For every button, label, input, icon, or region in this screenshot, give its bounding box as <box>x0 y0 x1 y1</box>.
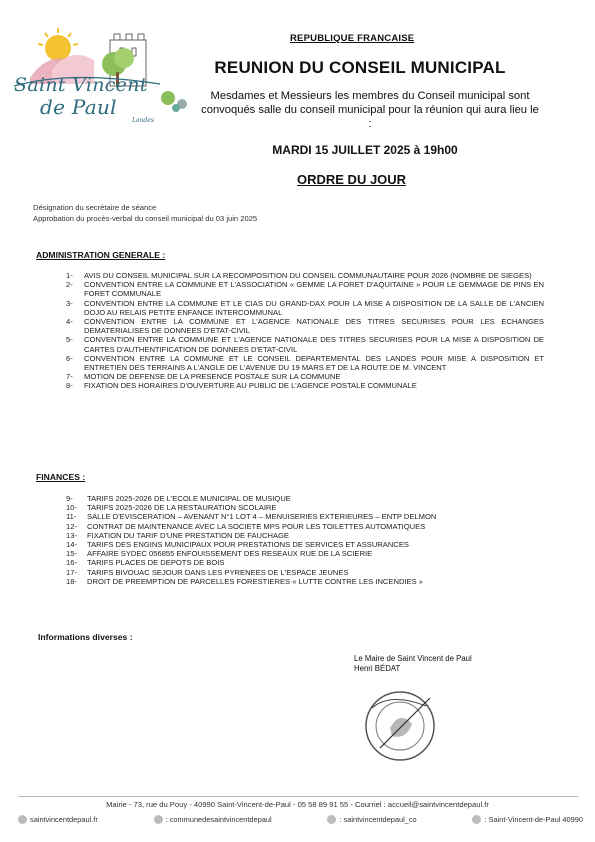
agenda-item-number: 10- <box>66 503 77 513</box>
section-finances-title: FINANCES : <box>36 472 86 482</box>
section-admin-title: ADMINISTRATION GENERALE : <box>36 250 166 260</box>
preliminary-item: Désignation du secrétaire de séance <box>33 203 157 212</box>
agenda-item <box>66 549 544 558</box>
web-icon <box>18 815 27 824</box>
finances-agenda-list <box>66 494 544 586</box>
signature-name: Henri BÉDAT <box>354 664 401 673</box>
logo-subtitle: Landes <box>132 117 154 124</box>
agenda-item-text: CONVENTION ENTRE LA COMMUNE ET LE CIAS DU GRAND-DAX POUR LA MISE A DISPOSITION DE LA SALLE DE L'ANCIEN DOJO AU RELAIS PETITE ENFANCE INTERCOMMUNAL <box>84 298 544 317</box>
municipal-logo <box>10 26 195 138</box>
preliminary-items <box>33 202 257 224</box>
logo-line2: de Paul <box>40 95 117 119</box>
agenda-item-text: FIXATION DES HORAIRES D'OUVERTURE AU PUBLIC DE L'AGENCE POSTALE COMMUNALE <box>84 381 417 391</box>
small-trees-icon <box>161 91 187 112</box>
agenda-item <box>66 522 544 531</box>
agenda-item-number: 11- <box>66 512 77 522</box>
invitation-text: Mesdames et Messieurs les membres du Conseil municipal sont convoqués salle du conseil municipal pour la réunion qui aura lieu le : <box>201 90 539 130</box>
agenda-item <box>66 335 544 353</box>
agenda-item <box>66 512 544 521</box>
agenda-item <box>66 372 544 381</box>
agenda-item-text: FIXATION DU TARIF D'UNE PRESTATION DE FAUCHAGE <box>87 530 289 540</box>
agenda-item-text: MOTION DE DEFENSE DE LA PRESENCE POSTALE SUR LA COMMUNE <box>84 372 341 382</box>
agenda-item <box>66 354 544 372</box>
footer-social <box>18 815 583 824</box>
page-title: REUNION DU CONSEIL MUNICIPAL <box>214 58 506 77</box>
agenda-item <box>66 299 544 317</box>
instagram-icon <box>327 815 336 824</box>
info-title: Informations diverses : <box>38 632 133 642</box>
agenda-item-text: CONVENTION ENTRE LA COMMUNE ET LE CONSEIL DEPARTEMENTAL DES LANDES POUR MISE A DISPOSITION ET ENTRETIEN DES TERRAINS A L'ANGLE DE L'AVENUE DU 19 MARS ET DE LA ROUTE DE M. VINCENT <box>84 353 544 373</box>
agenda-item <box>66 531 544 540</box>
logo-line1: Saint Vincent <box>14 74 148 96</box>
agenda-item-text: CONVENTION ENTRE LA COMMUNE ET L'AGENCE NATIONALE DES TITRES SECURISES POUR LA MISE A DISPOSITION DE CARTES D'AUTHENTIFICATION DE DONNEES D'ETAT-CIVIL <box>84 335 544 354</box>
agenda-item <box>66 568 544 577</box>
agenda-item-number: 7- <box>66 372 73 382</box>
agenda-item <box>66 577 544 586</box>
footer-address: Mairie - 73, rue du Pouy - 40990 Saint-Vincent-de-Paul - 05 58 89 91 55 - Courriel : accueil@saintvincentdepaul.fr <box>106 800 489 809</box>
meeting-date: MARDI 15 JUILLET 2025 à 19h00 <box>272 143 458 157</box>
agenda-item-text: AVIS DU CONSEIL MUNICIPAL SUR LA RECOMPOSITION DU CONSEIL COMMUNAUTAIRE POUR 2026 (NOMBRE DE SIEGES) <box>84 271 532 280</box>
agenda-item-number: 6- <box>66 353 73 363</box>
footer-divider <box>18 796 578 797</box>
republic-heading: REPUBLIQUE FRANCAISE <box>290 33 415 44</box>
agenda-item-text: TARIFS PLACES DE DEPOTS DE BOIS <box>87 558 225 568</box>
signature-title: Le Maire de Saint Vincent de Paul <box>354 654 472 663</box>
agenda-item <box>66 381 544 390</box>
agenda-item-text: AFFAIRE SYDEC 056855 ENFOUISSEMENT DES RESEAUX RUE DE LA SCIERIE <box>87 549 373 559</box>
agenda-item-number: 9- <box>66 494 73 503</box>
agenda-item-number: 8- <box>66 381 73 391</box>
agenda-item-text: DROIT DE PREEMPTION DE PARCELLES FORESTIERES « LUTTE CONTRE LES INCENDIES » <box>87 576 424 586</box>
footer-instagram[interactable]: : saintvincentdepaul_co <box>327 815 416 824</box>
agenda-item-number: 2- <box>66 280 73 290</box>
logo-wordmark <box>14 74 148 118</box>
agenda-item-text: CONVENTION ENTRE LA COMMUNE ET L'ASSOCIATION « GEMME LA FORET D'AQUITAINE » POUR LE GEMMAGE DE PINS EN FORET COMMUNALE <box>84 280 544 299</box>
agenda-item-number: 18- <box>66 576 77 586</box>
agenda-item-text: TARIFS 2025-2026 DE LA RESTAURATION SCOLAIRE <box>87 503 277 513</box>
agenda-item-text: TARIFS BIVOUAC SEJOUR DANS LES PYRENEES DE L'ESPACE JEUNES <box>87 567 349 577</box>
agenda-item-text: TARIFS 2025-2026 DE L'ECOLE MUNICIPAL DE MUSIQUE <box>87 494 291 503</box>
agenda-item <box>66 280 544 298</box>
agenda-item <box>66 317 544 335</box>
official-stamp-icon <box>360 688 442 766</box>
location-icon <box>472 815 481 824</box>
agenda-item-number: 13- <box>66 530 77 540</box>
agenda-item-number: 12- <box>66 521 77 531</box>
agenda-item-text: CONVENTION ENTRE LA COMMUNE ET L'AGENCE NATIONALE DES TITRES SECURISES POUR LES ECHANGES DEMATERIALISES DE DONNEES D'ETAT-CIVIL <box>84 317 544 336</box>
footer-facebook[interactable]: : communedesaintvincentdepaul <box>154 815 272 824</box>
agenda-item <box>66 271 544 280</box>
signature-block <box>354 654 472 674</box>
agenda-item-number: 5- <box>66 335 73 345</box>
agenda-item-number: 4- <box>66 317 73 327</box>
agenda-item-text: TARIFS DES ENGINS MUNICIPAUX POUR PRESTATIONS DE SERVICES ET ASSURANCES <box>87 540 409 550</box>
agenda-item <box>66 494 544 503</box>
facebook-icon <box>154 815 163 824</box>
footer-location[interactable]: : Saint-Vincent-de-Paul 40990 <box>472 815 582 824</box>
agenda-item-number: 16- <box>66 558 77 568</box>
agenda-item-number: 3- <box>66 298 73 308</box>
agenda-item <box>66 558 544 567</box>
agenda-item <box>66 540 544 549</box>
agenda-item-number: 17- <box>66 567 77 577</box>
preliminary-item: Approbation du procès-verbal du conseil municipal du 03 juin 2025 <box>33 214 258 223</box>
agenda-title: ORDRE DU JOUR <box>297 172 407 187</box>
agenda-item-number: 14- <box>66 540 77 550</box>
agenda-item-number: 15- <box>66 549 77 559</box>
admin-agenda-list <box>66 271 544 391</box>
agenda-item <box>66 503 544 512</box>
agenda-item-text: SALLE D'EVISCERATION – AVENANT N°1 LOT 4 – MENUISERIES EXTERIEURES – ENTP DELMON <box>87 512 437 522</box>
agenda-item-text: CONTRAT DE MAINTENANCE AVEC LA SOCIETE MPS POUR LES TOILETTES AUTOMATIQUES <box>87 521 426 531</box>
agenda-item-number: 1- <box>66 271 73 280</box>
footer-web[interactable]: saintvincentdepaul.fr <box>18 815 98 824</box>
